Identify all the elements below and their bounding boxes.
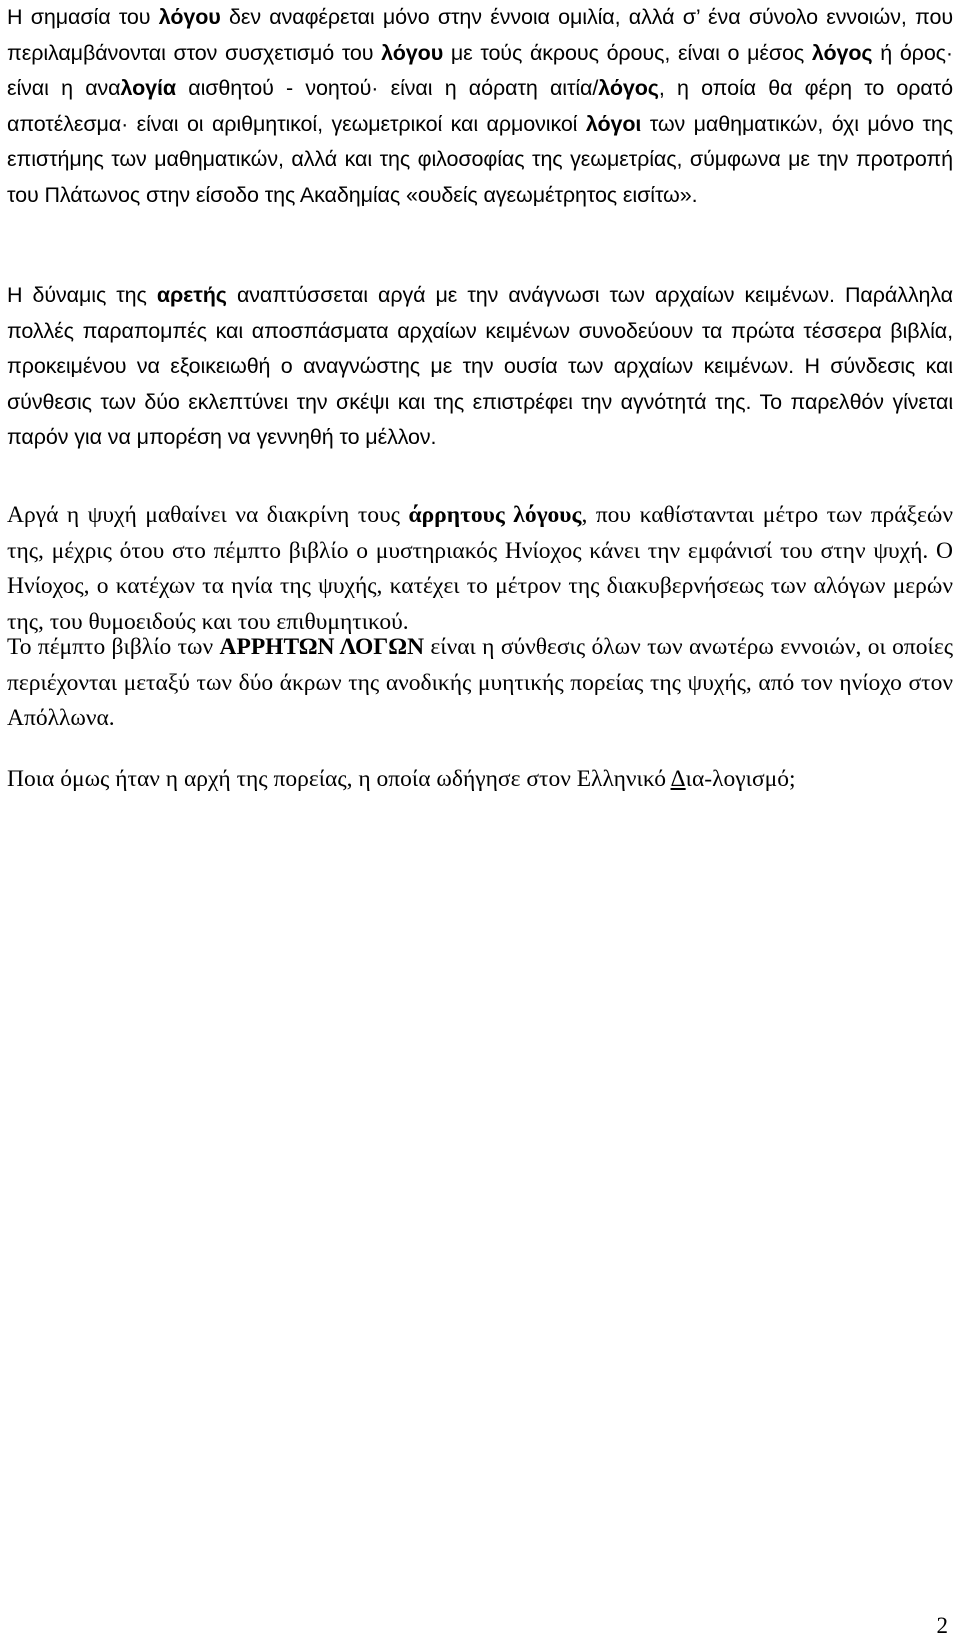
- text-run: με τούς άκρους όρους, είναι ο μέσος: [443, 40, 812, 65]
- emphasized-term: ΑΡΡΗΤΩΝ ΛΟΓΩΝ: [219, 634, 425, 660]
- page-number: 2: [936, 1613, 948, 1638]
- text-run: ή όρος· είναι η ανα: [7, 40, 953, 101]
- text-run: , που καθίστανται μέτρο των πράξεών της, μέχρις ότου στο πέμπτο βιβλίο ο μυστηριακός Ηνίοχος κάνει την εμφάνισί του στην ψυχή. Ο Ηνίοχος, ο κατέχων τα ηνία της ψυχής, κατέχει το μέτρον της διακυβερνήσεως των αλόγων μερών της, του θυμοειδούς και του επιθυμητικού.: [7, 502, 953, 635]
- emphasized-term: αρετής: [156, 283, 227, 307]
- text-run: αισθητού - νοητού· είναι η αόρατη αιτία/: [176, 76, 599, 101]
- emphasized-term: λόγου: [381, 40, 444, 65]
- text-run: Η σημασία του: [7, 5, 159, 29]
- paragraph-arretoi-logoi: [7, 498, 953, 640]
- text-run: Δ: [670, 766, 686, 792]
- emphasized-term: λόγου: [158, 5, 221, 29]
- text-run: είναι η σύνθεσις όλων των ανωτέρω εννοιών, οι οποίες περιέχονται μεταξύ των δύο άκρων της ανοδικής μυητικής πορείας της ψυχής, από τον ηνίοχο στον Απόλλωνα.: [7, 634, 954, 732]
- paragraph-logos: [7, 0, 953, 214]
- text-run: , η οποία θα φέρη το ορατό αποτέλεσμα· είναι οι αριθμητικοί, γεωμετρικοί και αρμονικοί: [7, 76, 954, 136]
- text-run: των μαθηματικών, όχι μόνο της επιστήμης των μαθηματικών, αλλά και της φιλοσοφίας της γεωμετρίας, σύμφωνα με την προτροπή του Πλάτωνος στην είσοδο της Ακαδημίας «ουδείς αγεωμέτρητος εισίτω».: [7, 111, 953, 207]
- paragraph-arete: [7, 278, 953, 456]
- text-run: Ποια όμως ήταν η αρχή της πορείας, η οποία ωδήγησε στον Ελληνικό: [7, 766, 671, 792]
- emphasized-term: άρρητους λόγους: [408, 502, 582, 528]
- emphasized-term: λόγος: [598, 76, 659, 101]
- text-run: ια-λογισμό;: [685, 766, 796, 792]
- emphasized-term: λογία: [120, 76, 176, 101]
- text-run: Αργά η ψυχή μαθαίνει να διακρίνη τους: [7, 502, 409, 528]
- text-run: Το πέμπτο βιβλίο των: [7, 634, 220, 660]
- paragraph-question: [7, 762, 796, 798]
- emphasized-term: λόγος: [811, 40, 873, 65]
- text-run: αναπτύσσεται αργά με την ανάγνωσι των αρχαίων κειμένων. Παράλληλα πολλές παραπομπές και αποσπάσματα αρχαίων κειμένων συνοδεύουν τα πρώτα τέσσερα βιβλία, προκειμένου να εξοικειωθή ο αναγνώστης με την ουσία των αρχαίων κειμένων. Η σύνδεσις και σύνθεσις των δύο εκλεπτύνει την σκέψι και της επιστρέφει την αγνότητά της. Το παρελθόν γίνεται παρόν για να μπορέση να γεννηθή το μέλλον.: [7, 283, 954, 450]
- emphasized-term: λόγοι: [585, 111, 642, 136]
- paragraph-fifth-book: [7, 630, 953, 737]
- text-run: δεν αναφέρεται μόνο στην έννοια ομιλία, αλλά σ’ ένα σύνολο εννοιών, που περιλαμβάνονται στον συσχετισμό του: [7, 5, 953, 65]
- text-run: Η δύναμις της: [7, 283, 157, 307]
